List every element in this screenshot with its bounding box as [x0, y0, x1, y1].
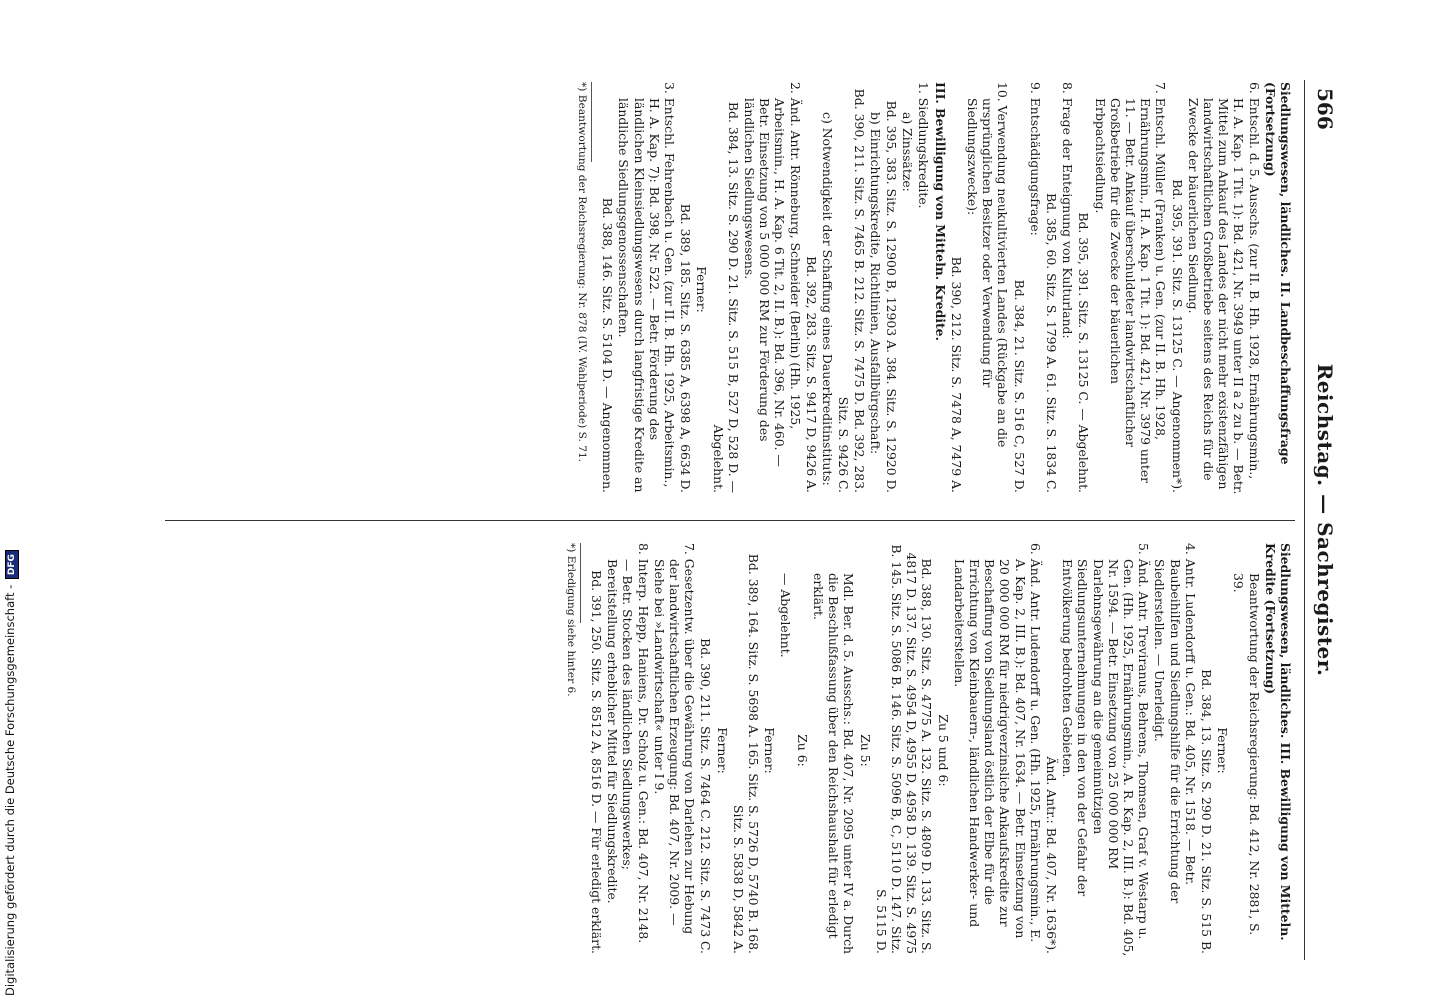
register-entry: 8. Interp. Hepp, Haniens, Dr. Scholz u. Gen.: Bd. 407, Nr. 2148. — Betr. Stocken des ländlichen Siedlungswerkes; Bereitstellung erheblicher Mittel für Siedlungskredite. — [605, 543, 651, 944]
register-entry: 2. Änd. Antr. Rönneburg, Schneider (Berlin) (Hh. 1925, Arbeitsmin., H. A. Kap. 6 Tit. 2, II. B.): Bd. 396, Nr. 460. — Betr. Einsetzung von 5 000 000 RM zur Förderung des ländlichen Siedlungswesens. — [742, 82, 803, 467]
register-entry: 7. Gesetzentw. über die Gewährung von Darlehen zur Hebung der landwirtschaftlichen Erzeugung: Bd. 407, Nr. 2009. — Siehe bei »Landwirtschaft« unter I 9. — [651, 543, 698, 935]
register-entry: b) Einrichtungskredite, Richtlinien, Ausfallbürgschaft: — [867, 112, 883, 455]
funding-text: Digitalisierung gefördert durch die Deutsche Forschungsgemeinschaft - — [3, 584, 17, 996]
dfg-logo: DFG — [5, 550, 19, 579]
register-entry: Bd. 395, 391. Sitz. S. 13125 C. — Abgelehnt. — [1076, 212, 1092, 493]
right-entries — [589, 543, 1293, 958]
register-entry: Bd. 388, 146. Sitz. S. 5104 D. — Angenommen. — [600, 197, 616, 493]
register-entry: Siedlungswesen, ländliches. II. Landbeschaffungsfrage (Fortsetzung) — [1262, 82, 1293, 465]
register-entry: 5. Änd. Antr. Treviranus, Behrens, Thomsen, Graf v. Westarp u. Gen. (Hh. 1925, Ernährungsmin., A. R. Kap. 2, III. B.): Bd. 405, Nr. 1594. — Betr. Einsetzung von 25 000 000 RM Darlehnsgewährung an die gemeinnützigen Siedlungsunternehmungen in den von der Gefahr der Entvölkerung bedrohten Gebieten. — [1060, 543, 1152, 957]
register-entry: 10. Verwendung neukultivierten Landes (Rückgabe an die ursprünglichen Besitzer oder Verwendung für Siedlungszwecke): — [964, 82, 1011, 448]
right-footnote: *) Erledigung siehe hinter 6. — [564, 543, 577, 697]
register-entry: Ferner: — [762, 727, 778, 774]
column-divider — [165, 520, 1295, 521]
left-entries — [600, 82, 1293, 497]
register-entry: a) Zinssätze: — [900, 112, 916, 192]
left-footnote: *) Beantwortung der Reichsregierung: Nr. 878 (IV. Wahlperiode) S. 71. — [576, 82, 589, 463]
register-entry: Bd. 395, 383. Sitz. S. 12900 B, 12903 A. 384. Sitz. S. 12920 D. — [883, 100, 899, 493]
register-entry: c) Notwendigkeit der Schaffung eines Dauerkreditinstituts: — [820, 112, 836, 486]
register-entry: 7. Entschl. Müller (Franken) u. Gen. (zur II. B. Hh. 1928, Ernährungsmin., H. A. Kap. 1 Tit. 1): Bd. 421, Nr. 3979 unter 11. — Betr. Ankauf überschuldeter landwirtschaftlicher Großbetriebe für die Zwecke der bäuerlichen Erbpachtsiedlung. — [1092, 82, 1169, 484]
right-column — [563, 543, 1293, 958]
left-column — [574, 82, 1293, 497]
register-entry: Bd. 390, 211. Sitz. S. 7464 C. 212. Sitz. S. 7473 C. — [698, 638, 714, 954]
register-entry: 6. Entschl. d. 5. Ausschs. (zur II. B. Hh. 1928, Ernährungsmin., H. A. Kap. 1 Tit. 1): Bd. 421, Nr. 3949 unter II a 2 zu b. — Betr. Mittel zum Ankauf des Landes der nicht mehr existenzfähigen landwirtschaftlichen Großbetriebe seitens des Reichs für die Zwecke der bäuerlichen Siedlung. — [1185, 82, 1262, 495]
register-entry: Bd. 389, 185. Sitz. S. 6385 A, 6398 A, 6634 D. — [678, 203, 694, 493]
register-entry: Bd. 385, 60. Sitz. S. 1799 A. 61. Sitz. S. 1834 C. — [1043, 193, 1059, 493]
register-entry: Zu 6: — [794, 734, 810, 767]
register-entry: 9. Entschädigungsfrage: — [1027, 82, 1043, 236]
register-entry: Bd. 388, 130. Sitz. S. 4775 A. 132. Sitz. S. 4809 D. 133. Sitz. S. 4817 D. 137. Sitz. S. 4954 D, 4955 D, 4958 D. 139. Sitz. S. 4975 B. 145. Sitz. S. 5086 B. 146. Sitz. S. 5096 B, C, 5110 D. 147. Sitz. S. 5115 D. — [873, 544, 935, 954]
register-entry: — Abgelehnt. — [778, 573, 794, 658]
register-entry: Bd. 390, 212. Sitz. S. 7478 A, 7479 A. — [948, 256, 964, 493]
register-entry: Siedlungswesen, ländliches. III. Bewilligung von Mitteln. Kredite (Fortsetzung) — [1262, 543, 1293, 941]
page-header — [1307, 70, 1337, 970]
register-entry: Bd. 389, 164. Sitz. S. 5698 A. 165. Sitz. S. 5726 D, 5740 B. 168. Sitz. S. 5838 D, 5842 A. — [730, 553, 762, 954]
funding-notice — [3, 554, 23, 996]
register-entry: 6. Änd. Antr. Ludendorff u. Gen. (Hh. 1925, Ernährungsmin., E. A. Kap. 2, III. B.): Bd. 407, Nr. 1634. — Betr. Einsetzung von 20 000 000 RM für niedrigverzinsliche Ankaufskredite zur Beschaffung von Siedlungsland östlich der Elbe für die Errichtung von Kleinbauern-, ländlichen Handwerker- und Landarbeiterstellen. — [951, 543, 1043, 943]
page-number: 566 — [1313, 88, 1337, 130]
register-entry: Mdl. Ber. d. 5. Ausschs.: Bd. 407, Nr. 2095 unter IV a. Durch die Beschlußfassung über den Reichshaushalt für erledigt erklärt. — [810, 573, 857, 955]
register-entry: Änd. Antr.: Bd. 407, Nr. 1636*). — [1043, 756, 1059, 954]
footnote-rule — [580, 543, 581, 623]
page-title: Reichstag. — Sachregister. — [1313, 363, 1337, 677]
register-entry: III. Bewilligung von Mitteln. Kredite. — [932, 82, 948, 341]
register-entry: Zu 5: — [857, 734, 873, 767]
register-entry: Ferner: — [1215, 727, 1231, 774]
register-entry: Bd. 395, 391. Sitz. S. 13125 C. — Angenommen*). — [1169, 179, 1185, 493]
register-entry: Beantwortung der Reichsregierung: Bd. 412, Nr. 2881, S. 39. — [1231, 573, 1262, 936]
register-entry: Bd. 392, 283. Sitz. S. 9417 D, 9426 A. — [803, 256, 819, 493]
register-entry: 1. Siedlungskredite. — [916, 82, 932, 209]
register-entry: Ferner: — [694, 266, 710, 313]
register-entry: Bd. 391, 250. Sitz. S. 8512 A, 8516 D. — Für erledigt erklärt. — [589, 570, 605, 954]
register-entry: 3. Entschl. Fehrenbach u. Gen. (zur II. B. Hh. 1925, Arbeitsmin., H. A. Kap. 7): Bd. 398, Nr. 522. — Betr. Förderung des ländlichen Kleinsiedlungswesens durch langfristige Kredite an ländliche Siedlungsgenossenschaften. — [616, 82, 678, 493]
register-entry: 4. Antr. Ludendorff u. Gen.: Bd. 405, Nr. 1518. — Betr. Baubeihilfen und Siedlungshilfe für die Errichtung der Siedlerstellen. — Unerledigt. — [1152, 543, 1198, 904]
register-entry: Zu 5 und 6: — [935, 714, 951, 787]
register-entry: Bd. 390, 211. Sitz. S. 7465 B. 212. Sitz. S. 7475 D. Bd. 392, 283. Sitz. S. 9426 C. — [836, 88, 867, 493]
register-entry: 8. Frage der Enteignung von Kulturland: — [1060, 82, 1076, 339]
footnote-rule — [591, 82, 592, 162]
register-entry: Bd. 384, 13. Sitz. S. 290 D. 21. Sitz. S. 515 B. — [1198, 669, 1214, 954]
scanned-page — [115, 70, 1345, 970]
header-rule — [1304, 80, 1305, 960]
register-entry: Bd. 384, 21. Sitz. S. 516 C, 527 D. — [1011, 279, 1027, 493]
register-entry: Bd. 384, 13. Sitz. S. 290 D. 21. Sitz. S. 515 B, 527 D, 528 D. — Abgelehnt. — [710, 101, 741, 493]
register-entry: Ferner: — [714, 727, 730, 774]
